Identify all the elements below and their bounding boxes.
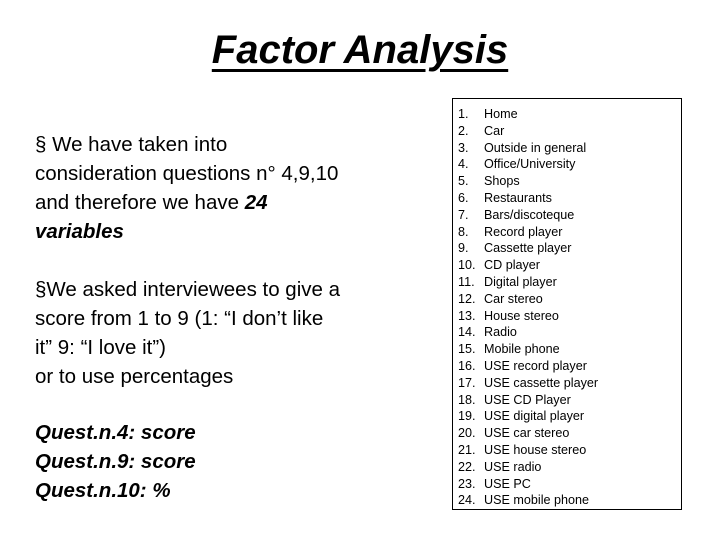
list-item xyxy=(458,324,598,341)
list-item xyxy=(458,274,598,291)
list-item-label: Office/University xyxy=(484,157,576,172)
list-item-number: 10. xyxy=(458,258,476,273)
text-line: score from 1 to 9 (1: “I don’t like xyxy=(35,307,324,330)
list-item-number: 23. xyxy=(458,476,476,491)
list-item-label: House stereo xyxy=(484,308,559,323)
list-item xyxy=(458,392,598,409)
list-item xyxy=(458,358,598,375)
list-item xyxy=(458,240,598,257)
list-item xyxy=(458,207,598,224)
list-item xyxy=(458,156,598,173)
text-line: § We have taken into xyxy=(35,133,228,156)
list-item-label: Car xyxy=(484,123,505,138)
list-item-label: Restaurants xyxy=(484,190,552,205)
list-item-label: USE house stereo xyxy=(484,442,587,457)
list-item-label: USE record player xyxy=(484,358,587,373)
text-line: or to use percentages xyxy=(35,365,234,388)
question-line: Quest.n.9: score xyxy=(35,450,196,473)
paragraph-questions xyxy=(35,130,338,246)
list-item xyxy=(458,257,598,274)
list-item xyxy=(458,106,598,123)
list-item xyxy=(458,442,598,459)
list-item-number: 12. xyxy=(458,291,476,306)
list-item-number: 21. xyxy=(458,442,476,457)
list-item-number: 15. xyxy=(458,342,476,357)
list-item-label: Shops xyxy=(484,174,520,189)
text-line: consideration questions n° 4,9,10 xyxy=(35,162,339,185)
list-item-label: USE PC xyxy=(484,476,531,491)
variables-list xyxy=(458,106,598,509)
list-item-label: Outside in general xyxy=(484,140,587,155)
list-item-number: 9. xyxy=(458,241,469,256)
list-item-label: USE mobile phone xyxy=(484,493,590,508)
list-item xyxy=(458,375,598,392)
list-item-number: 11. xyxy=(458,274,475,289)
list-item xyxy=(458,140,598,157)
question-line: Quest.n.10: % xyxy=(35,479,171,502)
text-fragment: and therefore we have xyxy=(35,191,245,214)
list-item xyxy=(458,425,598,442)
list-item-number: 7. xyxy=(458,207,469,222)
question-line: Quest.n.4: score xyxy=(35,421,196,444)
list-item-label: Car stereo xyxy=(484,291,543,306)
paragraph-scoring xyxy=(35,275,415,391)
text-line xyxy=(35,188,338,217)
list-item-label: USE car stereo xyxy=(484,426,570,441)
list-item-number: 13. xyxy=(458,308,476,323)
list-item-label: USE digital player xyxy=(484,409,585,424)
list-item-label: USE radio xyxy=(484,459,542,474)
slide-title: Factor Analysis xyxy=(211,28,509,72)
list-item xyxy=(458,341,598,358)
list-item-number: 18. xyxy=(458,392,476,407)
list-item xyxy=(458,224,598,241)
list-item xyxy=(458,459,598,476)
list-item-number: 4. xyxy=(458,157,469,172)
list-item xyxy=(458,123,598,140)
list-item-label: Digital player xyxy=(484,274,557,289)
list-item-label: CD player xyxy=(484,258,540,273)
list-item xyxy=(458,308,598,325)
list-item-label: Mobile phone xyxy=(484,342,560,357)
list-item-number: 8. xyxy=(458,224,469,239)
list-item-label: USE cassette player xyxy=(484,375,599,390)
variables-box xyxy=(452,98,682,510)
list-item xyxy=(458,492,598,509)
list-item-number: 6. xyxy=(458,190,469,205)
list-item-number: 17. xyxy=(458,375,476,390)
question-types xyxy=(35,418,196,505)
list-item xyxy=(458,173,598,190)
text-line: it” 9: “I love it”) xyxy=(35,336,166,359)
list-item-number: 19. xyxy=(458,409,476,424)
variable-count: 24 xyxy=(244,191,268,214)
list-item-number: 14. xyxy=(458,325,476,340)
list-item-label: Home xyxy=(484,107,518,121)
list-item xyxy=(458,190,598,207)
list-item-label: Record player xyxy=(484,224,563,239)
list-item-number: 5. xyxy=(458,174,469,189)
list-item xyxy=(458,291,598,308)
list-item-number: 1. xyxy=(458,107,469,121)
list-item-number: 20. xyxy=(458,426,476,441)
list-item-label: USE CD Player xyxy=(484,392,571,407)
list-item-label: Radio xyxy=(484,325,517,340)
list-item xyxy=(458,408,598,425)
text-line: §We asked interviewees to give a xyxy=(35,278,341,301)
list-item-number: 22. xyxy=(458,459,476,474)
text-line: variables xyxy=(35,220,124,243)
list-item-number: 3. xyxy=(458,140,469,155)
list-item-number: 16. xyxy=(458,358,476,373)
list-item xyxy=(458,476,598,493)
list-item-label: Cassette player xyxy=(484,241,572,256)
list-item-number: 2. xyxy=(458,123,469,138)
list-item-number: 24. xyxy=(458,493,476,508)
list-item-label: Bars/discoteque xyxy=(484,207,575,222)
